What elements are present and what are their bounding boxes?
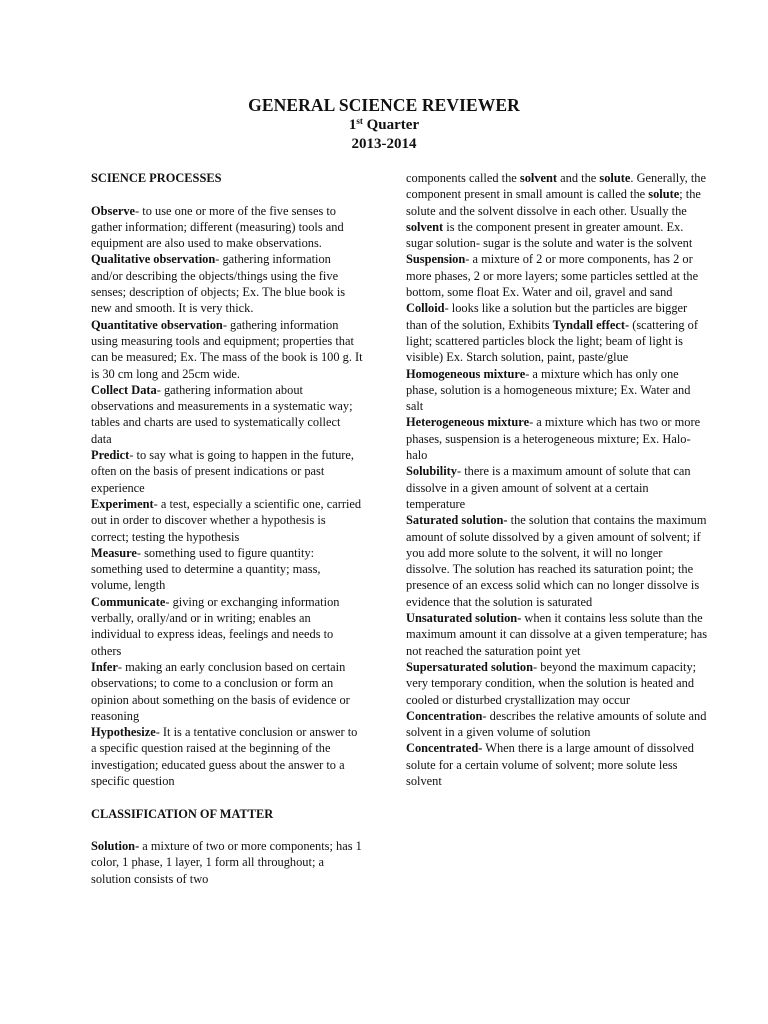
- entry-hypothesize: [91, 724, 363, 789]
- entry-homogeneous-mixture: [406, 366, 708, 415]
- left-column: [91, 170, 363, 887]
- term: Collect Data: [91, 382, 157, 397]
- quarter-word: Quarter: [366, 117, 420, 133]
- entry-concentrated: [406, 740, 708, 789]
- term: Experiment: [91, 496, 154, 511]
- right-column: [406, 170, 708, 789]
- section-heading-science-processes: SCIENCE PROCESSES: [91, 171, 222, 185]
- definition: When there is a large amount of dissolved solute for a certain volume of solvent; more solute less solvent: [406, 741, 694, 788]
- definition: - there is a maximum amount of solute that can dissolve in a given amount of solvent at a certain temperature: [406, 464, 691, 511]
- term: Quantitative observation: [91, 317, 223, 332]
- spacer: [91, 822, 363, 838]
- term: Supersaturated solution: [406, 659, 534, 674]
- term: Predict: [91, 448, 130, 463]
- term: Unsaturated solution-: [406, 611, 522, 626]
- term: Solution-: [91, 839, 140, 854]
- entry-predict: [91, 447, 363, 496]
- definition: - a test, especially a scientific one, carried out in order to discover whether a hypothesis is correct; testing the hypothesis: [91, 496, 362, 544]
- term: Qualitative observation: [91, 252, 216, 267]
- definition: - gathering information using measuring tools and equipment; properties that can be measured; Ex. The mass of the book is 100 g. It is 30 cm long and 25cm wide.: [91, 317, 363, 381]
- definition: a mixture of two or more components; has 1 color, 1 phase, 1 layer, 1 form all throughout; a solution consists of two: [91, 839, 362, 886]
- document-title: GENERAL SCIENCE REVIEWER: [248, 95, 520, 115]
- definition: - looks like a solution but the particles are bigger than of the solution, Exhibits: [406, 301, 688, 332]
- text: ; the solute and the solvent dissolve in each other. Usually the: [406, 187, 701, 218]
- definition: - a mixture which has only one phase, solution is a homogeneous mixture; Ex. Water and salt: [406, 366, 691, 414]
- term: Hypothesize: [91, 725, 156, 740]
- term-solvent: solvent: [406, 219, 444, 234]
- entry-colloid: [406, 300, 708, 365]
- definition: - making an early conclusion based on certain observations; to come to a conclusion or form an opinion about something on the basis of evidence or reasoning: [91, 659, 350, 723]
- section-heading-classification: CLASSIFICATION OF MATTER: [91, 806, 274, 821]
- text: . Generally, the component present in small amount is called the: [406, 171, 706, 202]
- term: Concentration: [406, 708, 483, 723]
- term-solute: solute: [599, 171, 631, 185]
- definition: the solution that contains the maximum amount of solute dissolved by a given amount of solvent; if you add more solute to the solvent, it will no longer dissolve. The solution has reached its saturation point; the presence of an excess solid which can no longer dissolve is evidence that the solution is saturated: [406, 513, 707, 609]
- term: Communicate: [91, 594, 166, 609]
- term: Heterogeneous mixture: [406, 415, 530, 430]
- term: Concentrated-: [406, 741, 483, 756]
- entry-solution: [91, 838, 363, 887]
- definition: - describes the relative amounts of solute and solvent in a given volume of solution: [406, 708, 707, 740]
- definition: - gathering information about observations and measurements in a systematic way; tables and charts are used to systematically collect data: [91, 382, 353, 446]
- term-tyndall-effect: Tyndall effect-: [552, 317, 630, 332]
- term: Colloid: [406, 301, 445, 316]
- term: Suspension: [406, 252, 466, 267]
- definition: - gathering information and/or describing the objects/things using the five senses; description of objects; Ex. The blue book is new and smooth. It is very thick.: [91, 252, 346, 316]
- entry-measure: [91, 545, 363, 594]
- quarter-suffix: st: [356, 116, 363, 126]
- spacer: [91, 186, 363, 202]
- text: is the component present in greater amount. Ex. sugar solution- sugar is the solute and water is the solvent: [406, 219, 693, 251]
- definition: - to say what is going to happen in the future, often on the basis of present indications or past experience: [91, 448, 355, 495]
- entry-collect-data: [91, 382, 363, 447]
- quarter-number: 1: [348, 117, 357, 133]
- definition: - beyond the maximum capacity; very temporary condition, when the solution is heated and cooled or disturbed crystallization may occur: [406, 659, 697, 707]
- entry-suspension: [406, 251, 708, 300]
- term-solute: solute: [648, 187, 680, 202]
- definition: - It is a tentative conclusion or answer to a specific question raised at the beginning of the investigation; educated guess about the answer to a specific question: [91, 725, 358, 788]
- entry-solubility: [406, 463, 708, 512]
- entry-qualitative-observation: [91, 251, 363, 316]
- definition: - to use one or more of the five senses to gather information; different (measuring) tools and equipment are also used to make observations.: [91, 203, 344, 251]
- entry-saturated-solution: [406, 512, 708, 610]
- term: Infer: [91, 659, 118, 674]
- definition: - a mixture of 2 or more components, has 2 or more phases, 2 or more layers; some particles settled at the bottom, some float Ex. Water and oil, gravel and sand: [406, 252, 699, 300]
- term: Homogeneous mixture: [406, 366, 526, 381]
- entry-quantitative-observation: [91, 317, 363, 382]
- definition: (scattering of light; scattered particles block the light; beam of light is visible) Ex. Starch solution, paint, paste/glue: [406, 317, 698, 365]
- entry-observe: [91, 203, 363, 252]
- definition: - giving or exchanging information verbally, orally/and or in writing; enables an individual to express ideas, feelings and needs to others: [91, 594, 340, 658]
- entry-infer: [91, 659, 363, 724]
- definition: when it contains less solute than the maximum amount it can dissolve at a given temperature; has not reached the saturation point yet: [406, 611, 708, 658]
- entry-unsaturated-solution: [406, 610, 708, 659]
- school-year: 2013-2014: [351, 136, 417, 152]
- document-header: [0, 94, 768, 154]
- entry-supersaturated-solution: [406, 659, 708, 708]
- term: Measure: [91, 545, 137, 560]
- text: and the: [557, 171, 600, 185]
- entry-solution-continued: [406, 170, 708, 251]
- term-solvent: solvent: [519, 171, 558, 185]
- entry-experiment: [91, 496, 363, 545]
- entry-heterogeneous-mixture: [406, 414, 708, 463]
- entry-concentration: [406, 708, 708, 741]
- term: Observe: [91, 203, 136, 218]
- definition: - something used to figure quantity: something used to determine a quantity; mass, volume, length: [91, 545, 321, 593]
- term: Solubility: [406, 464, 457, 479]
- term: Saturated solution-: [406, 513, 508, 528]
- entry-communicate: [91, 594, 363, 659]
- definition: - a mixture which has two or more phases, suspension is a heterogeneous mixture; Ex. Halo-halo: [406, 415, 701, 463]
- spacer: [91, 789, 363, 805]
- text: components called the: [406, 171, 520, 185]
- quarter-label: [0, 116, 768, 135]
